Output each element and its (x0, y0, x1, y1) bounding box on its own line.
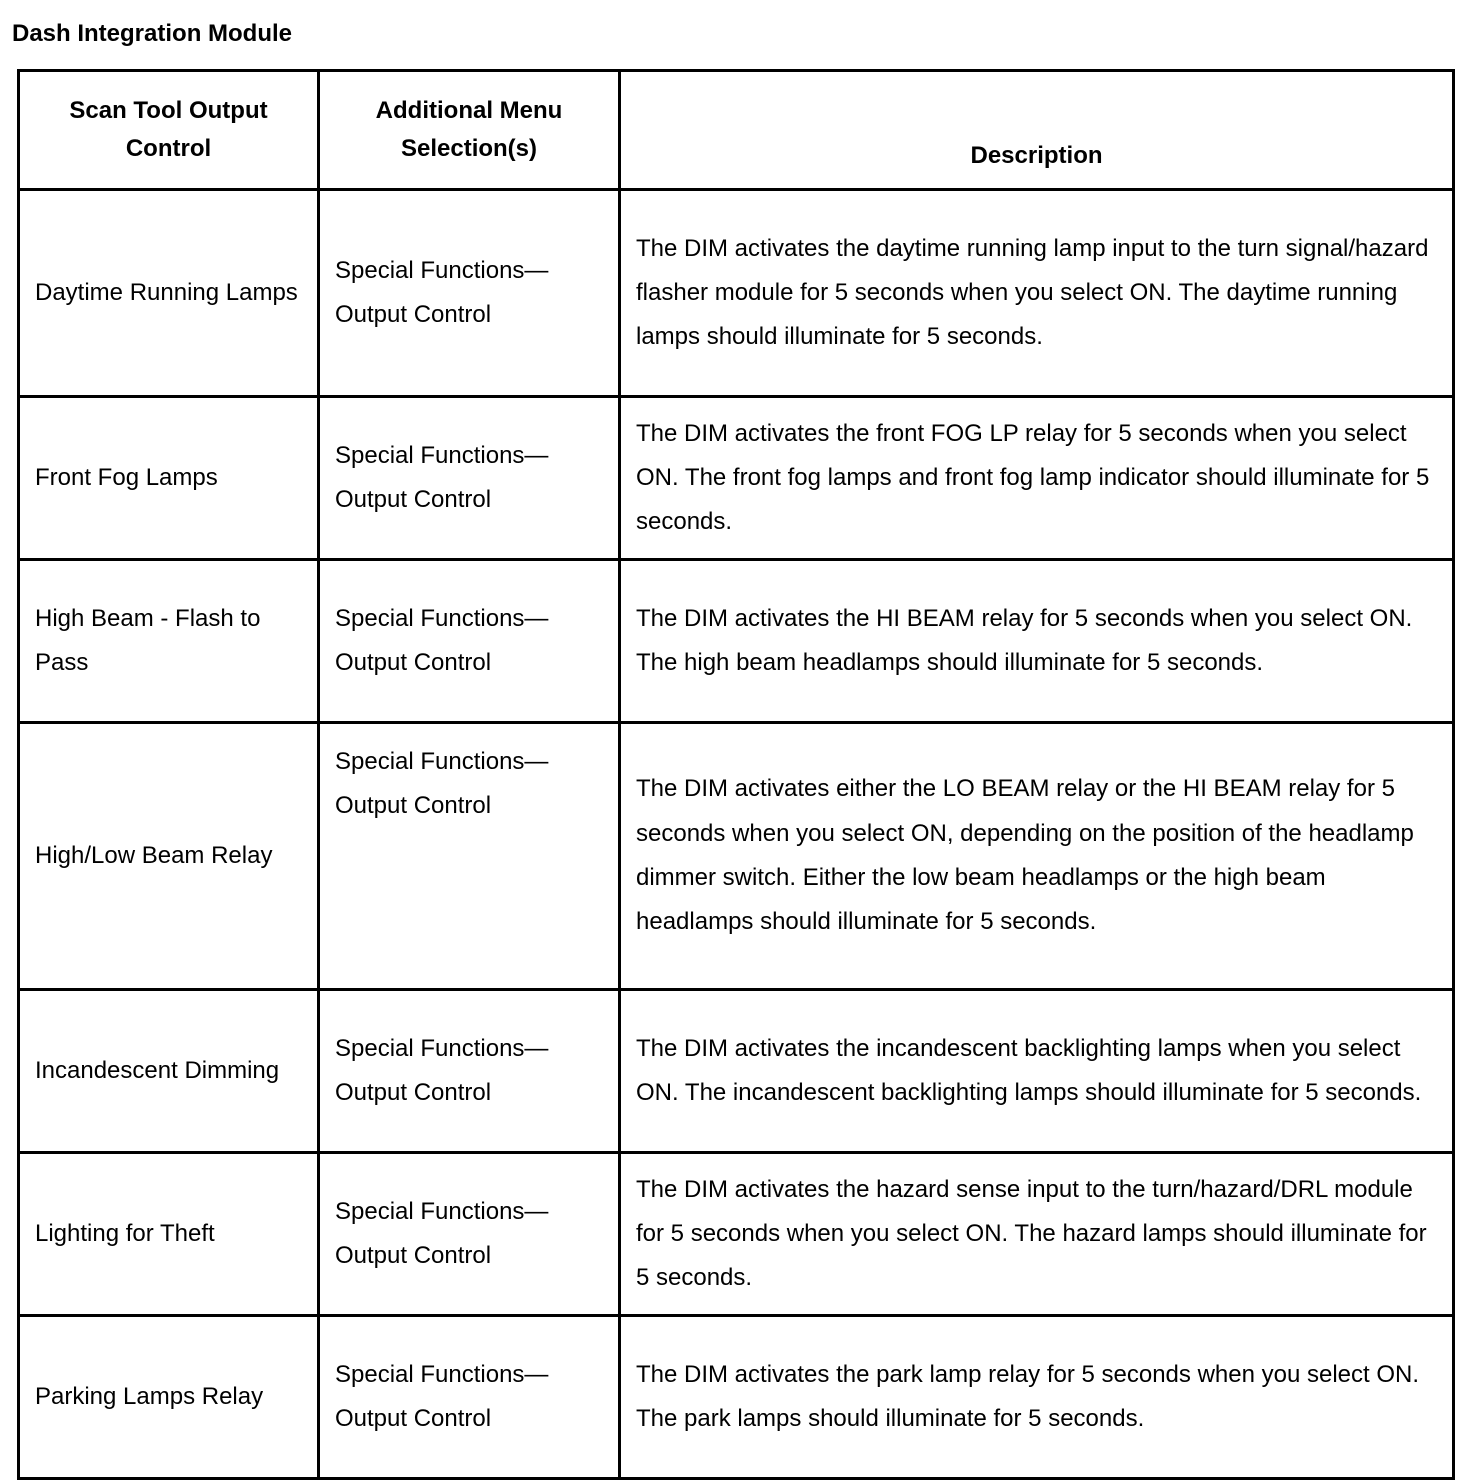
menu-cell: Special Functions—Output Control (319, 1153, 620, 1316)
header-line: Description (970, 141, 1103, 169)
header-line: Scan Tool Output (69, 96, 268, 124)
header-line: Selection(s) (400, 135, 538, 162)
header-description (620, 71, 1454, 190)
menu-cell: Special Functions—Output Control (319, 560, 620, 723)
menu-cell: Special Functions—Output Control (319, 190, 620, 397)
header-scan-tool-output-control (19, 71, 319, 190)
control-cell: Lighting for Theft (19, 1153, 319, 1316)
control-cell: Incandescent Dimming (19, 990, 319, 1153)
menu-cell: Special Functions—Output Control (319, 1316, 620, 1479)
table-row (19, 397, 1454, 560)
description-cell: The DIM activates the HI BEAM relay for 5 seconds when you select ON. The high beam headlamps should illuminate for 5 seconds. (620, 560, 1454, 723)
description-cell: The DIM activates the daytime running lamp input to the turn signal/hazard flasher module for 5 seconds when you select ON. The daytime running lamps should illuminate for 5 seconds. (620, 190, 1454, 397)
description-cell: The DIM activates the park lamp relay for 5 seconds when you select ON. The park lamps should illuminate for 5 seconds. (620, 1316, 1454, 1479)
description-cell: The DIM activates the incandescent backlighting lamps when you select ON. The incandescent backlighting lamps should illuminate for 5 seconds. (620, 990, 1454, 1153)
control-cell: Daytime Running Lamps (19, 190, 319, 397)
output-control-table (17, 69, 1455, 1480)
control-cell: High Beam - Flash to Pass (19, 560, 319, 723)
header-line: Additional Menu (375, 96, 563, 124)
header-line: Control (125, 135, 212, 162)
control-cell: Front Fog Lamps (19, 397, 319, 560)
description-cell: The DIM activates the hazard sense input to the turn/hazard/DRL module for 5 seconds when you select ON. The hazard lamps should illuminate for 5 seconds. (620, 1153, 1454, 1316)
header-additional-menu-selections (319, 71, 620, 190)
page-title: Dash Integration Module (12, 20, 293, 47)
menu-cell: Special Functions—Output Control (319, 397, 620, 560)
table-row (19, 190, 1454, 397)
menu-cell: Special Functions—Output Control (319, 723, 620, 990)
table-row (19, 723, 1454, 990)
table-row (19, 990, 1454, 1153)
table-row (19, 560, 1454, 723)
table-row (19, 1316, 1454, 1479)
control-cell: Parking Lamps Relay (19, 1316, 319, 1479)
menu-cell: Special Functions—Output Control (319, 990, 620, 1153)
table-row (19, 1153, 1454, 1316)
control-cell: High/Low Beam Relay (19, 723, 319, 990)
description-cell: The DIM activates the front FOG LP relay for 5 seconds when you select ON. The front fog lamps and front fog lamp indicator should illuminate for 5 seconds. (620, 397, 1454, 560)
table-header-row (19, 71, 1454, 190)
description-cell: The DIM activates either the LO BEAM relay or the HI BEAM relay for 5 seconds when you select ON, depending on the position of the headlamp dimmer switch. Either the low beam headlamps or the high beam headlamps should illuminate for 5 seconds. (620, 723, 1454, 990)
